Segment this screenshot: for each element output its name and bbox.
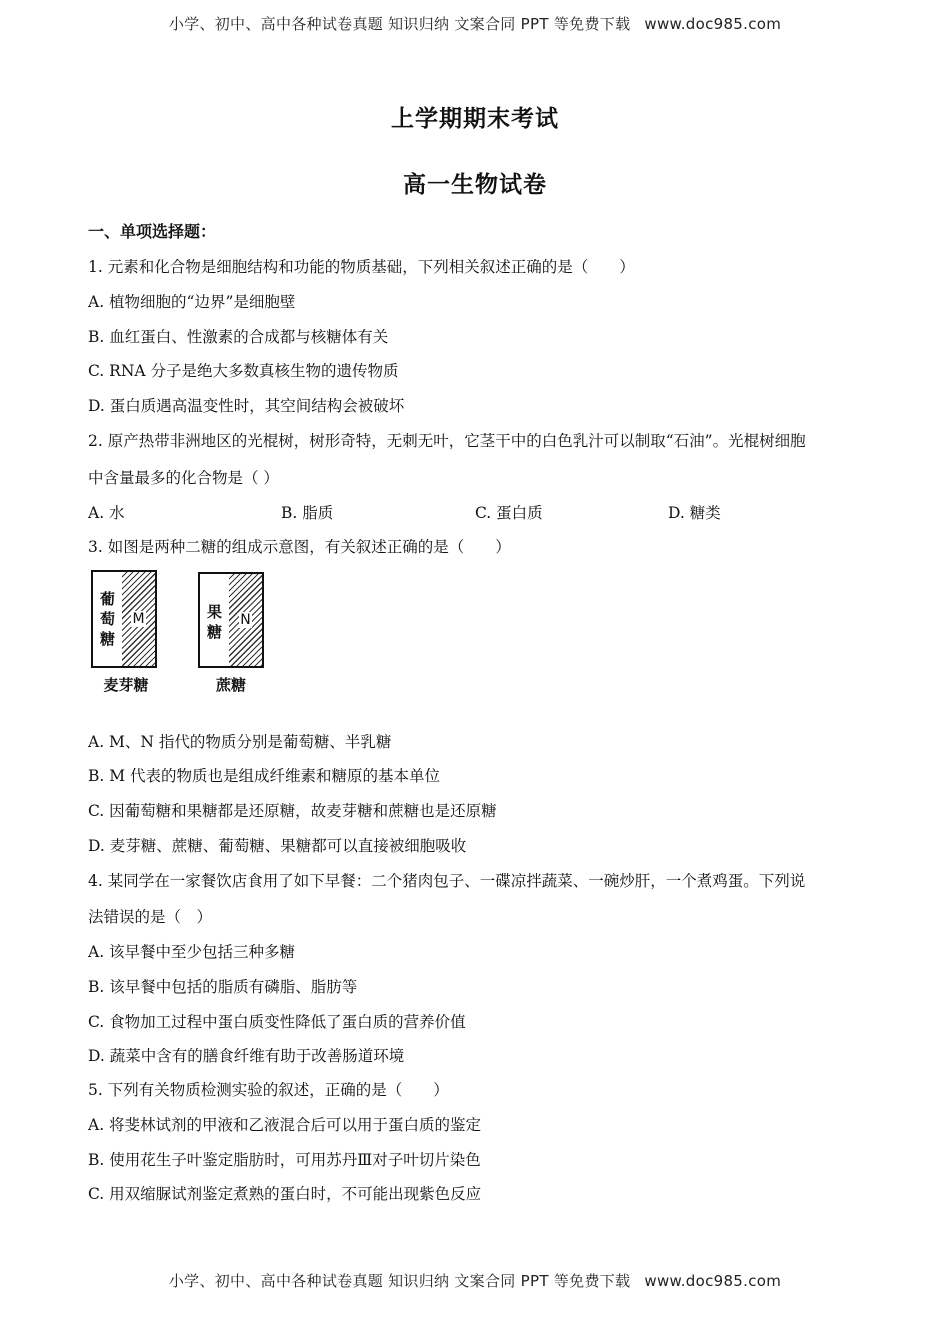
header-banner [0,13,950,34]
question-1-stem: 1. 元素和化合物是细胞结构和功能的物质基础，下列相关叙述正确的是（ ） [88,258,635,276]
question-1-option-c: C. RNA 分子是绝大多数真核生物的遗传物质 [88,362,399,380]
banner-site-link[interactable]: www.doc985.com [644,15,782,33]
question-2-stem-line2: 中含量最多的化合物是（ ） [88,469,279,487]
m-label: M [132,611,145,627]
question-3-stem: 3. 如图是两种二糖的组成示意图，有关叙述正确的是（ ） [88,538,511,556]
disaccharide-figure [91,570,271,700]
question-3-option-c: C. 因葡萄糖和果糖都是还原糖，故麦芽糖和蔗糖也是还原糖 [88,802,497,820]
footer-site-link[interactable]: www.doc985.com [644,1272,782,1290]
n-component [229,574,262,666]
question-4-stem-line2: 法错误的是（ ） [88,908,213,926]
n-label: N [240,612,251,628]
question-2-option-a: A. 水 [88,504,125,522]
maltose-caption: 麦芽糖 [103,676,149,694]
m-component [122,572,155,666]
question-5-option-b: B. 使用花生子叶鉴定脂肪时，可用苏丹Ⅲ对子叶切片染色 [88,1151,481,1169]
question-5-option-c: C. 用双缩脲试剂鉴定煮熟的蛋白时，不可能出现紫色反应 [88,1185,482,1203]
question-4-stem-line1: 4. 某同学在一家餐饮店食用了如下早餐：二个猪肉包子、一碟凉拌蔬菜、一碗炒肝，一个煮鸡蛋。下列说 [88,872,806,890]
section-heading: 一、单项选择题： [88,222,217,241]
question-1-option-b: B. 血红蛋白、性激素的合成都与核糖体有关 [88,328,389,346]
maltose-diagram [91,570,157,668]
sucrose-caption: 蔗糖 [215,676,246,694]
exam-title: 上学期期末考试 [391,106,559,132]
question-2-option-c: C. 蛋白质 [475,504,543,522]
question-1-option-d: D. 蛋白质遇高温变性时，其空间结构会被破坏 [88,397,405,415]
question-1-option-a: A. 植物细胞的“边界”是细胞壁 [88,293,296,311]
question-5-stem: 5. 下列有关物质检测实验的叙述，正确的是（ ） [88,1081,449,1099]
question-3-option-b: B. M 代表的物质也是组成纤维素和糖原的基本单位 [88,767,441,785]
question-4-option-a: A. 该早餐中至少包括三种多糖 [88,943,296,961]
glucose-label: 葡 萄 糖 [93,572,124,666]
footer-banner [0,1270,950,1291]
question-3-option-a: A. M、N 指代的物质分别是葡萄糖、半乳糖 [88,733,392,751]
question-5-option-a: A. 将斐林试剂的甲液和乙液混合后可以用于蛋白质的鉴定 [88,1116,482,1134]
question-4-option-c: C. 食物加工过程中蛋白质变性降低了蛋白质的营养价值 [88,1013,466,1031]
question-4-option-b: B. 该早餐中包括的脂质有磷脂、脂肪等 [88,978,358,996]
question-2-option-d: D. 糖类 [668,504,721,522]
question-2-option-b: B. 脂质 [281,504,334,522]
question-4-option-d: D. 蔬菜中含有的膳食纤维有助于改善肠道环境 [88,1047,405,1065]
sucrose-diagram [198,572,264,668]
fructose-label: 果 糖 [200,574,231,666]
question-2-stem-line1: 2. 原产热带非洲地区的光棍树，树形奇特，无刺无叶，它茎干中的白色乳汁可以制取“石油”。光棍树细胞 [88,432,806,450]
exam-subtitle: 高一生物试卷 [403,172,547,198]
banner-text: 小学、初中、高中各种试卷真题 知识归纳 文案合同 PPT 等免费下载 [168,15,631,33]
footer-banner-text: 小学、初中、高中各种试卷真题 知识归纳 文案合同 PPT 等免费下载 [168,1272,631,1290]
question-3-option-d: D. 麦芽糖、蔗糖、葡萄糖、果糖都可以直接被细胞吸收 [88,837,467,855]
